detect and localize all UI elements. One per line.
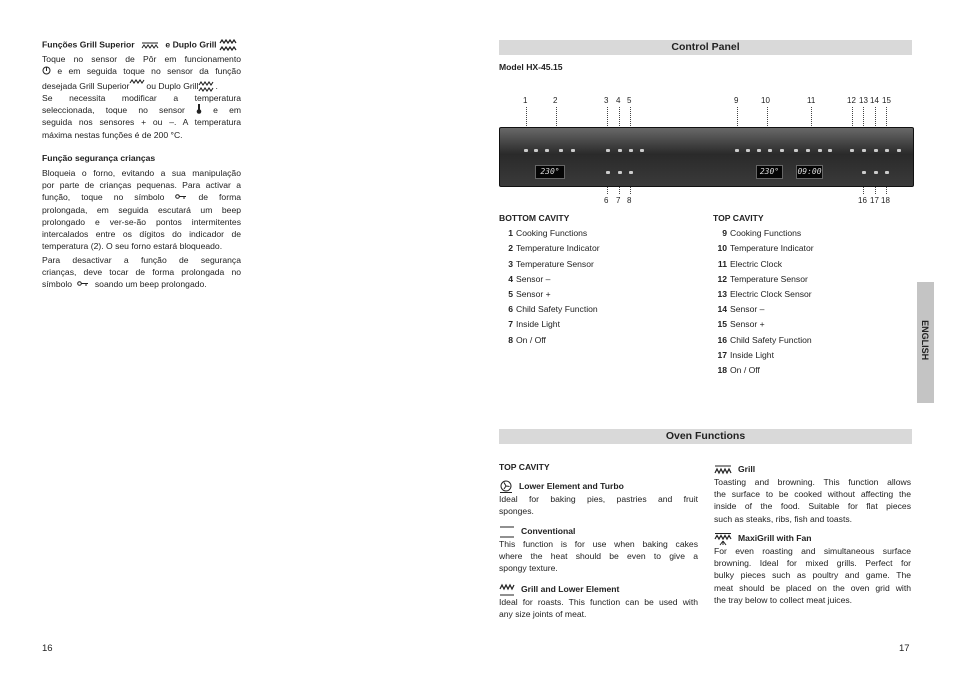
clock-sensor-icon [862,149,866,152]
text-line: Ideal for baking pies, pastries and fruit [499,494,698,504]
legend-number: 18 [717,364,727,375]
callout-15: 15 [882,96,891,105]
thermometer-icon [196,104,202,114]
function-title: MaxiGrill with Fan [738,533,812,543]
oven-functions-top-cavity-heading: TOP CAVITY [499,462,550,472]
text-line: prolongada, em seguida escutará um beep [42,204,241,215]
power-icon [885,171,889,174]
language-tab [917,282,934,403]
legend-item [713,241,913,256]
function-conventional [499,524,698,575]
text-line: função, toque no símbolo [42,192,165,203]
legend-item [499,287,699,302]
key-icon [77,280,89,287]
legend-number: 9 [722,228,727,239]
text-line: crianças, deve tocar de forma prolongada no [42,267,241,278]
legend-text: On / Off [730,364,760,375]
function-icon [897,149,901,152]
legend-number: 12 [717,273,727,284]
language-tab-label: ENGLISH [920,320,931,361]
legend-text: Inside Light [730,349,774,360]
oven-functions-title: Oven Functions [499,429,912,444]
callout-4: 4 [616,96,621,105]
text-line: Toque no sensor de Pôr em funcionamento [42,54,241,64]
function-title: Lower Element and Turbo [519,481,624,491]
function-lower-turbo [499,479,698,517]
text-line: browning. Ideal for mixed grills. Perfect for [714,558,911,569]
legend-item [713,348,913,363]
legend-number: 11 [717,258,727,269]
legend-item [713,226,913,241]
text-line: This function is for use when baking cakes [499,539,698,549]
text-line: desejada Grill Superior [42,81,130,92]
legend-item [713,287,913,302]
callout-17: 17 [870,196,879,205]
child-safety-paragraph-1 [42,167,241,252]
legend-item [713,363,913,378]
function-icon [780,149,784,152]
plus-sensor-icon [885,149,889,152]
callout-13: 13 [859,96,868,105]
fan-icon [499,480,513,493]
function-title: Grill and Lower Element [521,584,620,594]
control-panel-image [499,127,914,187]
text-line: por parte de crianças pequenas. Para activar a [42,180,241,191]
text-line: where the heat should be even to give a [499,551,698,562]
legend-text: Temperature Indicator [730,243,814,254]
legend-number: 15 [717,319,727,330]
grill-lower-icon [499,583,515,596]
grill-paragraph-2 [42,92,241,141]
function-icon [746,149,750,152]
callout-14: 14 [870,96,879,105]
legend-number: 6 [508,304,513,315]
text-line: símbolo [42,279,73,290]
legend-text: Inside Light [516,319,560,330]
light-icon [618,171,622,174]
legend-item [499,257,699,272]
callout-5: 5 [627,96,632,105]
legend-number: 3 [508,258,513,269]
thermometer-icon [606,149,610,152]
callout-18: 18 [881,196,890,205]
function-icon [640,149,644,152]
child-safety-heading: Função segurança crianças [42,153,156,163]
callout-16: 16 [858,196,867,205]
grill-functions-heading [42,38,237,52]
text-line: the tray below to collect meat juices. [714,594,853,605]
legend-item [713,257,913,272]
top-cavity-heading: TOP CAVITY [713,213,764,223]
text-line: e em seguida toque no sensor da função [57,66,241,77]
function-icon [735,149,739,152]
function-grill [714,462,911,525]
grill-icon [129,77,146,85]
light-icon [874,171,878,174]
function-icon [571,149,575,152]
top-cavity-legend [713,211,913,378]
plus-sensor-icon [629,149,633,152]
text-line: any size joints of meat. [499,609,587,620]
key-icon [862,171,866,174]
text-line: prolongado e ver-se-ão pontos intermitentes [42,216,241,227]
legend-text: Child Safety Function [730,334,812,345]
control-panel-title: Control Panel [499,40,912,55]
legend-number: 8 [508,334,513,345]
callout-9: 9 [734,96,739,105]
legend-number: 10 [717,243,727,254]
legend-text: Sensor – [730,304,765,315]
legend-item [499,333,699,348]
minus-sensor-icon [618,149,622,152]
callout-6: 6 [604,196,609,205]
legend-text: Temperature Sensor [730,273,808,284]
text-line: sponges. [499,506,534,517]
legend-item [499,317,699,332]
legend-text: Sensor – [516,273,551,284]
function-icon [524,149,528,152]
text-line: Se necessita modificar a temperatura [42,93,241,103]
legend-text: Sensor + [730,319,765,330]
grill-heading-text: Funções Grill Superior [42,39,135,50]
text-line: Ideal for roasts. This function can be used with [499,597,698,607]
function-title: Grill [738,464,756,474]
function-maxigrill-fan [714,531,911,606]
function-icon [559,149,563,152]
page-number: 17 [899,643,910,654]
legend-number: 5 [508,288,513,299]
power-icon [629,171,633,174]
callout-7: 7 [616,196,621,205]
conventional-icon [499,525,515,538]
legend-text: Child Safety Function [516,304,598,315]
text-line: e em [213,105,242,116]
legend-number: 17 [717,349,727,360]
text-line: the surface to be cooked without affecting the [714,489,911,500]
bottom-cavity-heading: BOTTOM CAVITY [499,213,570,223]
temperature-display-bottom: 230° [535,165,565,179]
grill-paragraph-1 [42,53,241,93]
legend-item [499,241,699,256]
double-grill-heading-text: e Duplo Grill [165,39,217,50]
legend-number: 1 [508,228,513,239]
text-line: soando um beep prolongado. [94,279,207,290]
maxigrill-fan-icon [714,532,732,546]
legend-text: Sensor + [516,288,551,299]
key-icon [175,193,187,200]
text-line: such as steaks, ribs, fish and toasts. [714,513,853,524]
child-safety-paragraph-2 [42,254,241,291]
legend-text: Electric Clock Sensor [730,288,812,299]
legend-text: Cooking Functions [730,228,802,239]
text-line: spongy texture. [499,563,558,574]
function-icon [768,149,772,152]
legend-item [499,302,699,317]
bottom-cavity-legend [499,211,699,348]
legend-item [713,272,913,287]
legend-number: 7 [508,319,513,330]
callout-1: 1 [523,96,528,105]
model-label: Model HX-45.15 [499,62,563,72]
callout-10: 10 [761,96,770,105]
minus-sensor-icon [874,149,878,152]
text-line: Toasting and browning. This function allows [714,477,911,487]
text-line: temperatura (2). O seu forno estará bloqueado. [42,241,223,252]
legend-item [499,226,699,241]
text-line: meat should be placed on the oven grid with [714,582,911,593]
text-line: seguida nos sensores + ou –. A temperatura [42,117,241,128]
text-line: ou Duplo Grill [146,81,199,92]
grill-icon [141,41,159,49]
function-icon [757,149,761,152]
text-line: de forma [198,192,242,203]
legend-text: Temperature Indicator [516,243,600,254]
page-number: 16 [42,643,53,654]
text-line: inside of the food. Suitable for flat pieces [714,501,911,512]
legend-text: On / Off [516,334,546,345]
legend-text: Temperature Sensor [516,258,594,269]
function-icon [806,149,810,152]
legend-item [499,272,699,287]
callout-2: 2 [553,96,558,105]
key-icon [606,171,610,174]
callout-11: 11 [807,96,816,105]
callout-3: 3 [604,96,609,105]
clock-display: 09:00 [796,165,823,179]
function-icon [794,149,798,152]
text-line: máxima nestas funções é de 200 °C. [42,129,183,140]
callout-8: 8 [627,196,632,205]
text-line: Bloqueia o forno, evitando a sua manipulação [42,168,241,178]
thermometer-icon [850,149,854,152]
function-icon [545,149,549,152]
text-line: bulky pieces such as poultry and game. The [714,570,911,581]
text-line: . [215,81,218,92]
temperature-display-top: 230° [756,165,783,179]
callout-12: 12 [847,96,856,105]
legend-number: 14 [717,304,727,315]
text-line: seleccionada, toque no sensor [42,105,185,116]
legend-item [713,302,913,317]
legend-number: 16 [717,334,727,345]
legend-item [713,333,913,348]
function-icon [828,149,832,152]
power-icon [42,66,51,75]
function-icon [534,149,538,152]
function-icon [818,149,822,152]
grill-icon [714,464,732,475]
legend-number: 13 [717,288,727,299]
legend-number: 4 [508,273,513,284]
legend-text: Electric Clock [730,258,783,269]
legend-text: Cooking Functions [516,228,588,239]
double-grill-icon [219,38,237,52]
function-title: Conventional [521,526,576,536]
legend-item [713,317,913,332]
text-line: Para desactivar a função de segurança [42,255,241,265]
legend-number: 2 [508,243,513,254]
text-line: For even roasting and simultaneous surface [714,546,911,556]
function-grill-lower [499,582,698,620]
text-line: intercalados entre os dígitos do indicador de [42,229,241,240]
